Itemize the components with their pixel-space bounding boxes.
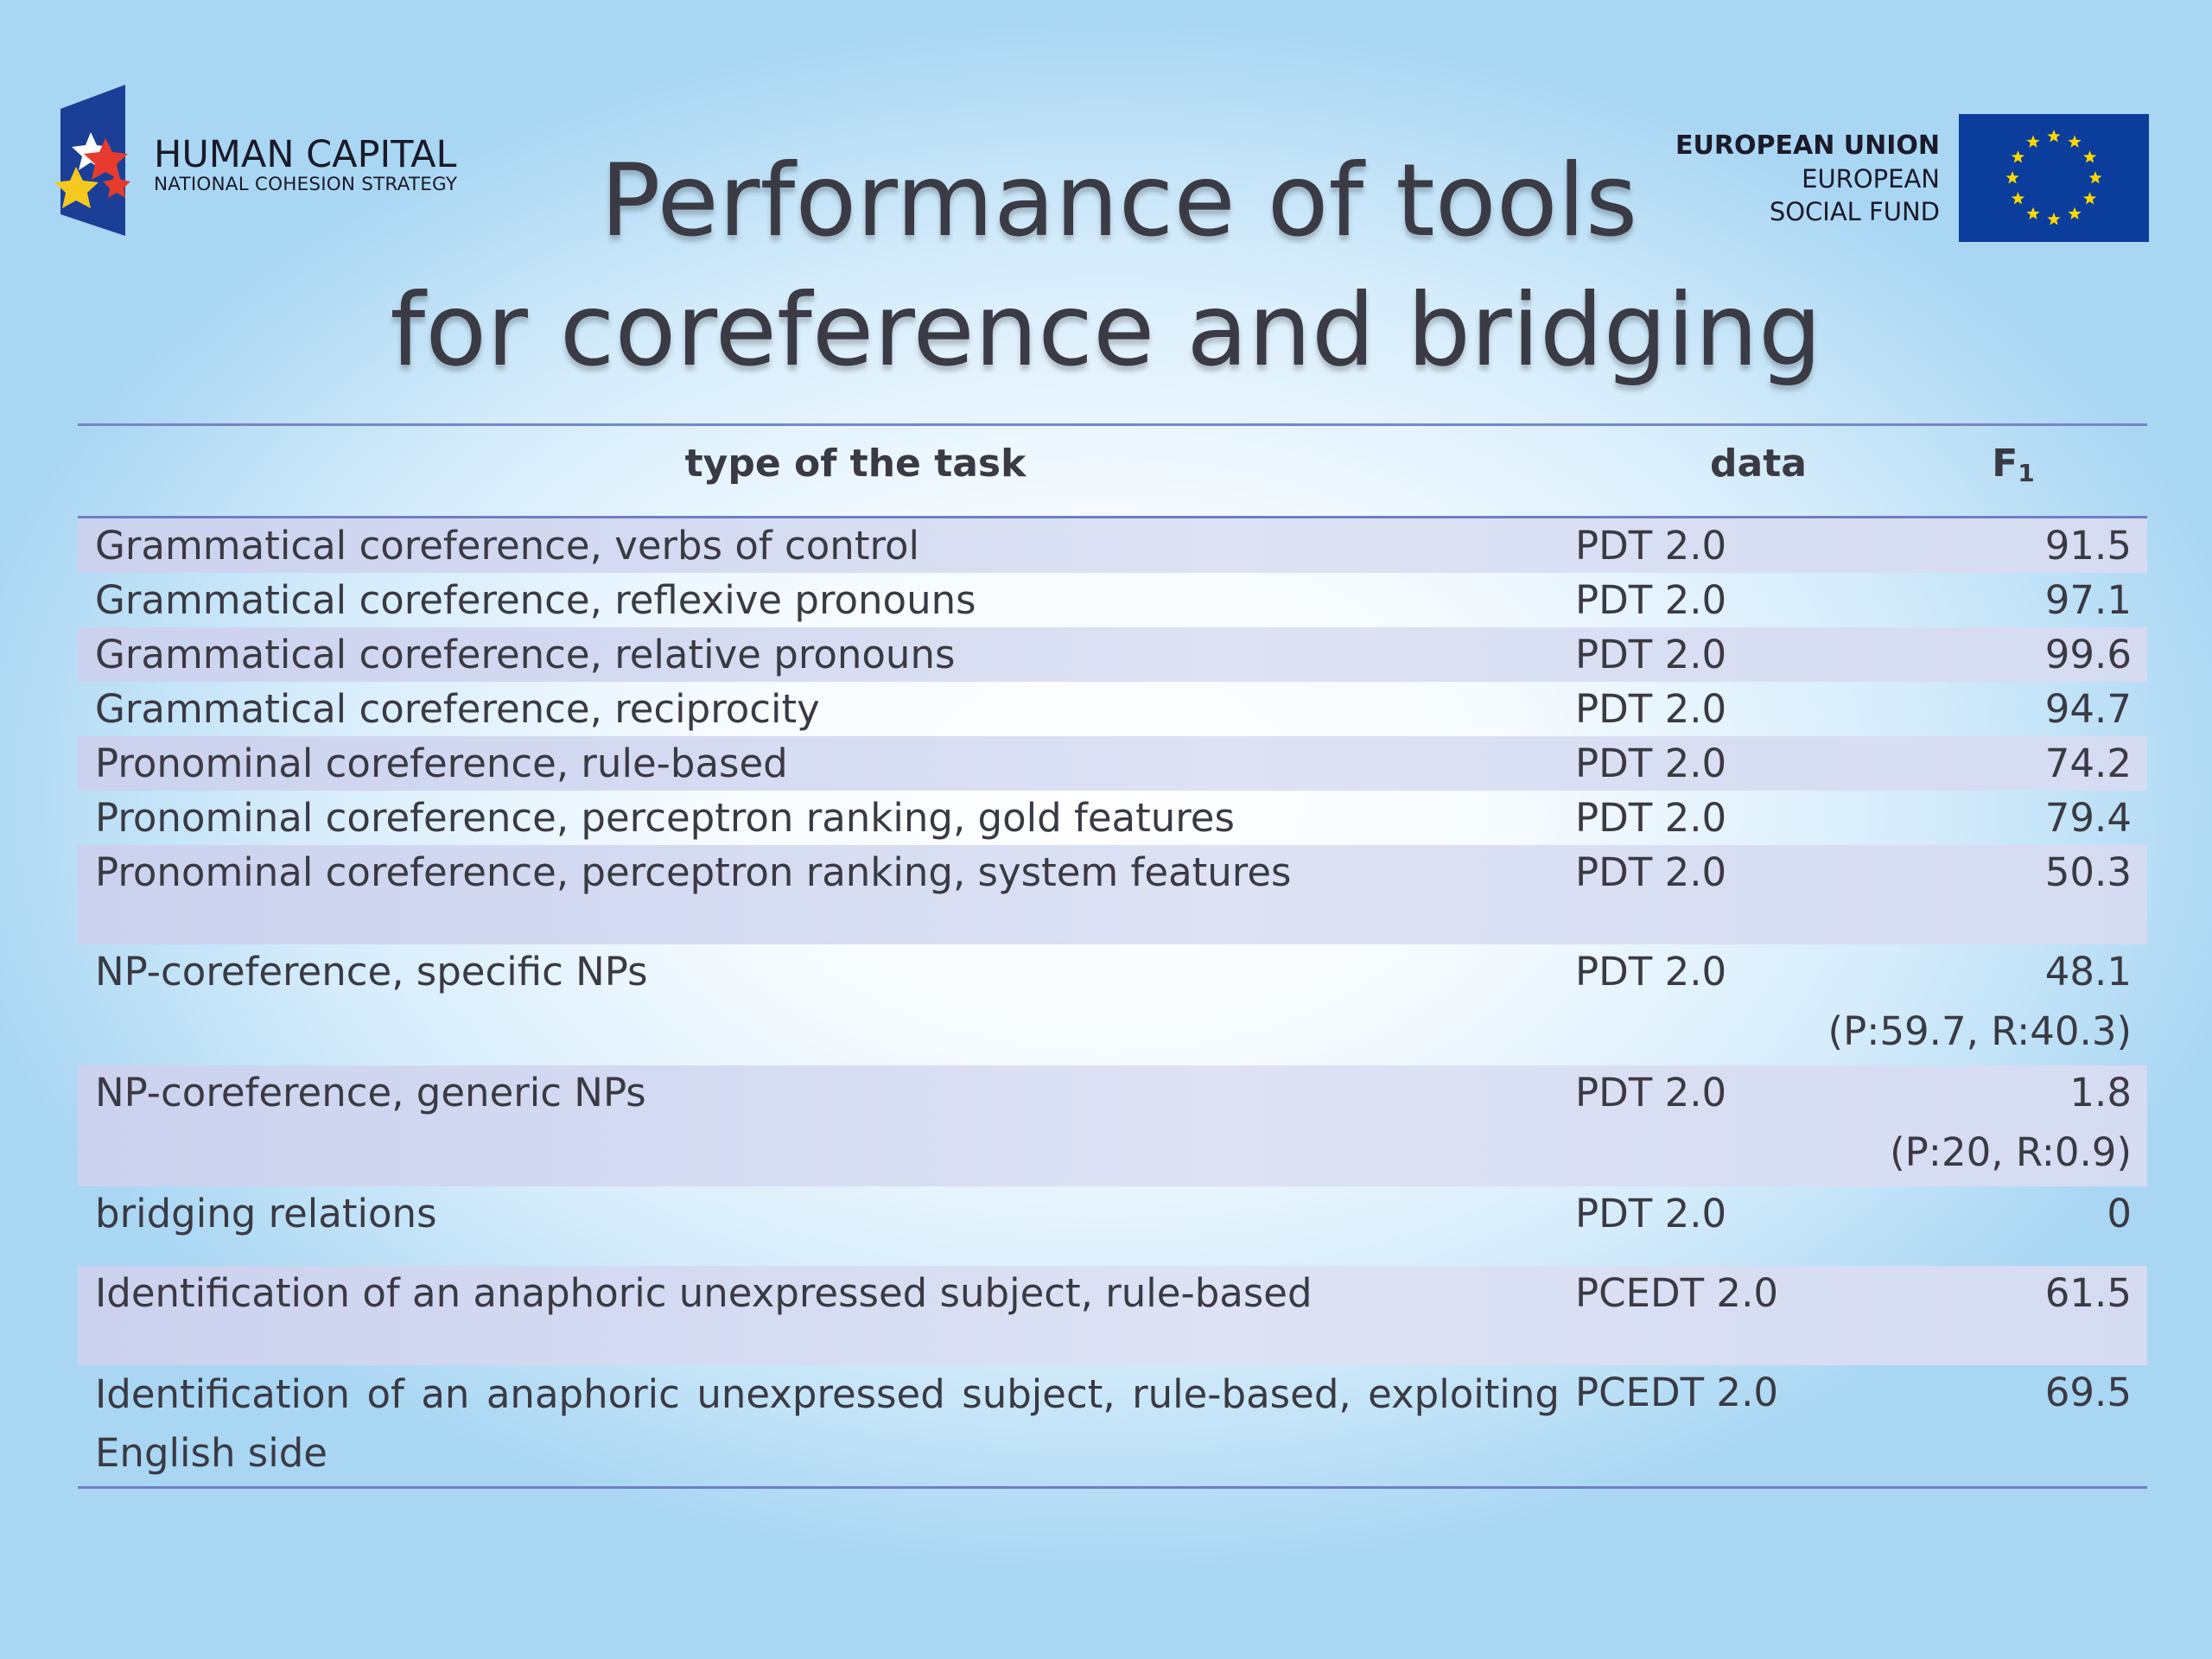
table-row — [78, 1365, 2147, 1486]
cell-task: Grammatical coreference, reflexive pronouns — [95, 577, 976, 623]
cell-data: PDT 2.0 — [1575, 1070, 1727, 1116]
cell-task: Grammatical coreference, verbs of control — [95, 523, 920, 569]
table-row — [78, 1266, 2147, 1365]
slide-title-line-1: Performance of tools — [600, 143, 1638, 259]
table-header-row — [78, 426, 2147, 518]
table-body — [78, 518, 2147, 1486]
cell-data: PDT 2.0 — [1575, 1191, 1727, 1236]
f1-precision-recall: (P:20, R:0.9) — [1890, 1129, 2132, 1175]
table-bottom-rule — [78, 1486, 2147, 1489]
cell-data: PDT 2.0 — [1575, 577, 1727, 623]
cell-data: PDT 2.0 — [1575, 741, 1727, 786]
cell-f1 — [2045, 573, 2132, 627]
cell-data: PDT 2.0 — [1575, 686, 1727, 732]
f1-value: 79.4 — [2044, 795, 2132, 841]
table-row — [78, 791, 2147, 845]
eu-line-1: EUROPEAN UNION — [1675, 130, 1940, 161]
cell-data: PDT 2.0 — [1575, 795, 1727, 841]
table-row — [78, 573, 2147, 627]
header-task: type of the task — [684, 442, 1027, 486]
header-f1-letter: F — [1992, 442, 2018, 486]
f1-value: 50.3 — [2044, 849, 2132, 895]
header-f1 — [1953, 442, 2074, 487]
table-row — [78, 682, 2147, 736]
cell-f1 — [2045, 682, 2132, 736]
table-row — [78, 736, 2147, 791]
cell-f1 — [2045, 791, 2132, 845]
f1-value: 69.5 — [2044, 1370, 2132, 1415]
cell-data: PCEDT 2.0 — [1575, 1270, 1778, 1316]
human-capital-title: HUMAN CAPITAL — [154, 133, 457, 176]
f1-value: 97.1 — [2044, 577, 2132, 623]
human-capital-subtitle: NATIONAL COHESION STRATEGY — [154, 174, 458, 195]
slide-title-line-2: for coreference and bridging — [390, 272, 1822, 389]
cell-f1 — [2107, 1186, 2132, 1241]
f1-value: 48.1 — [2044, 949, 2132, 995]
cell-task: Identification of an anaphoric unexpressed subject, rule-based, exploiting English side — [95, 1371, 1560, 1476]
f1-value: 61.5 — [2044, 1270, 2132, 1316]
cell-f1 — [2045, 1365, 2132, 1420]
table-row — [78, 845, 2147, 944]
cell-task: Pronominal coreference, perceptron ranking, system features — [95, 849, 1292, 895]
cell-data: PDT 2.0 — [1575, 523, 1727, 569]
table-row — [78, 944, 2147, 1065]
f1-value: 74.2 — [2044, 741, 2132, 786]
results-table — [78, 423, 2147, 1489]
f1-value: 0 — [2107, 1191, 2132, 1236]
cell-task: NP-coreference, generic NPs — [95, 1070, 646, 1116]
cell-task: Identification of an anaphoric unexpressed subject, rule-based — [95, 1270, 1313, 1316]
cell-task: Pronominal coreference, perceptron ranking, gold features — [95, 795, 1235, 841]
cell-data: PDT 2.0 — [1575, 949, 1727, 995]
cell-f1 — [2045, 518, 2132, 573]
cell-f1 — [2045, 1266, 2132, 1320]
f1-precision-recall: (P:59.7, R:40.3) — [1827, 1008, 2132, 1054]
f1-value: 94.7 — [2044, 686, 2132, 732]
cell-task: Pronominal coreference, rule-based — [95, 741, 788, 786]
cell-f1 — [2045, 627, 2132, 682]
f1-value: 91.5 — [2044, 523, 2132, 569]
cell-data: PDT 2.0 — [1575, 849, 1727, 895]
cell-task: bridging relations — [95, 1191, 437, 1236]
cell-task: NP-coreference, specific NPs — [95, 949, 648, 995]
eu-line-3: SOCIAL FUND — [1769, 197, 1940, 226]
cell-f1 — [2045, 845, 2132, 899]
f1-value: 99.6 — [2044, 632, 2132, 677]
eu-line-2: EUROPEAN — [1802, 164, 1940, 194]
cell-data: PDT 2.0 — [1575, 632, 1727, 677]
slide-title — [0, 133, 2212, 396]
cell-task: Grammatical coreference, relative pronouns — [95, 632, 956, 677]
table-row — [78, 1065, 2147, 1186]
cell-f1 — [1890, 1065, 2132, 1179]
table-row — [78, 518, 2147, 573]
header-data: data — [1710, 442, 1807, 486]
table-row — [78, 627, 2147, 682]
header-f1-subscript: 1 — [2018, 459, 2035, 487]
f1-value: 1.8 — [2069, 1070, 2132, 1116]
cell-f1 — [2045, 736, 2132, 791]
cell-data: PCEDT 2.0 — [1575, 1370, 1778, 1415]
cell-f1 — [1828, 944, 2132, 1058]
table-row — [78, 1186, 2147, 1266]
cell-task: Grammatical coreference, reciprocity — [95, 686, 820, 732]
